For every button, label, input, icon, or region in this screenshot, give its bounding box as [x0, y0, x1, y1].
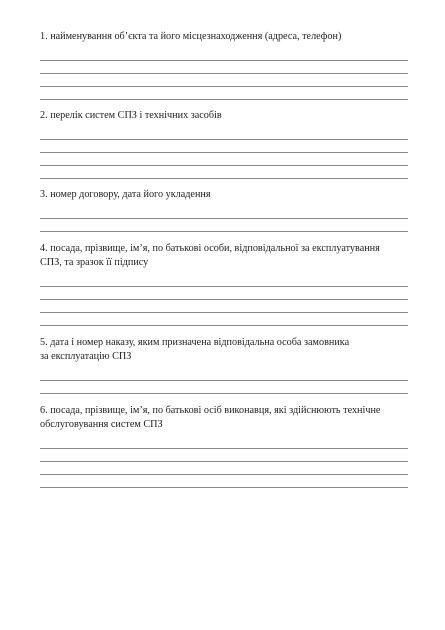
- section-label: 5. дата і номер наказу, яким призначена відповідальна особа замовника за експлуатацію СПЗ: [40, 337, 350, 362]
- fill-line[interactable]: [40, 475, 408, 488]
- section-contractor-staff: [40, 404, 408, 488]
- section-label: 3. номер договору, дата його укладення: [40, 189, 211, 200]
- fill-line[interactable]: [40, 462, 408, 475]
- section-label: 6. посада, прізвище, ім’я, по батькові осіб виконавця, які здійснюють технічне обслуговування систем СПЗ: [40, 405, 381, 430]
- fill-line[interactable]: [40, 219, 408, 232]
- fill-line[interactable]: [40, 287, 408, 300]
- section-contract: [40, 188, 408, 232]
- section-label: 1. найменування об’єкта та його місцезнаходження (адреса, телефон): [40, 31, 342, 42]
- fill-line[interactable]: [40, 61, 408, 74]
- fill-line[interactable]: [40, 48, 408, 61]
- fill-lines: [40, 274, 408, 326]
- fill-line[interactable]: [40, 87, 408, 100]
- section-label: 2. перелік систем СПЗ і технічних засобів: [40, 110, 222, 121]
- fill-line[interactable]: [40, 153, 408, 166]
- fill-line[interactable]: [40, 368, 408, 381]
- fill-line[interactable]: [40, 274, 408, 287]
- fill-lines: [40, 48, 408, 100]
- fill-line[interactable]: [40, 313, 408, 326]
- fill-line[interactable]: [40, 381, 408, 394]
- fill-line[interactable]: [40, 127, 408, 140]
- fill-line[interactable]: [40, 449, 408, 462]
- fill-lines: [40, 206, 408, 232]
- fill-line[interactable]: [40, 166, 408, 179]
- fill-line[interactable]: [40, 436, 408, 449]
- section-label: 4. посада, прізвище, ім’я, по батькові особи, відповідальної за експлуатування СПЗ, та зразок її підпису: [40, 243, 380, 268]
- fill-line[interactable]: [40, 206, 408, 219]
- section-systems-list: [40, 109, 408, 179]
- section-order: [40, 336, 408, 394]
- section-responsible-person: [40, 242, 408, 326]
- section-object-name: [40, 30, 408, 100]
- fill-lines: [40, 127, 408, 179]
- fill-lines: [40, 368, 408, 394]
- fill-line[interactable]: [40, 74, 408, 87]
- fill-lines: [40, 436, 408, 488]
- fill-line[interactable]: [40, 140, 408, 153]
- fill-line[interactable]: [40, 300, 408, 313]
